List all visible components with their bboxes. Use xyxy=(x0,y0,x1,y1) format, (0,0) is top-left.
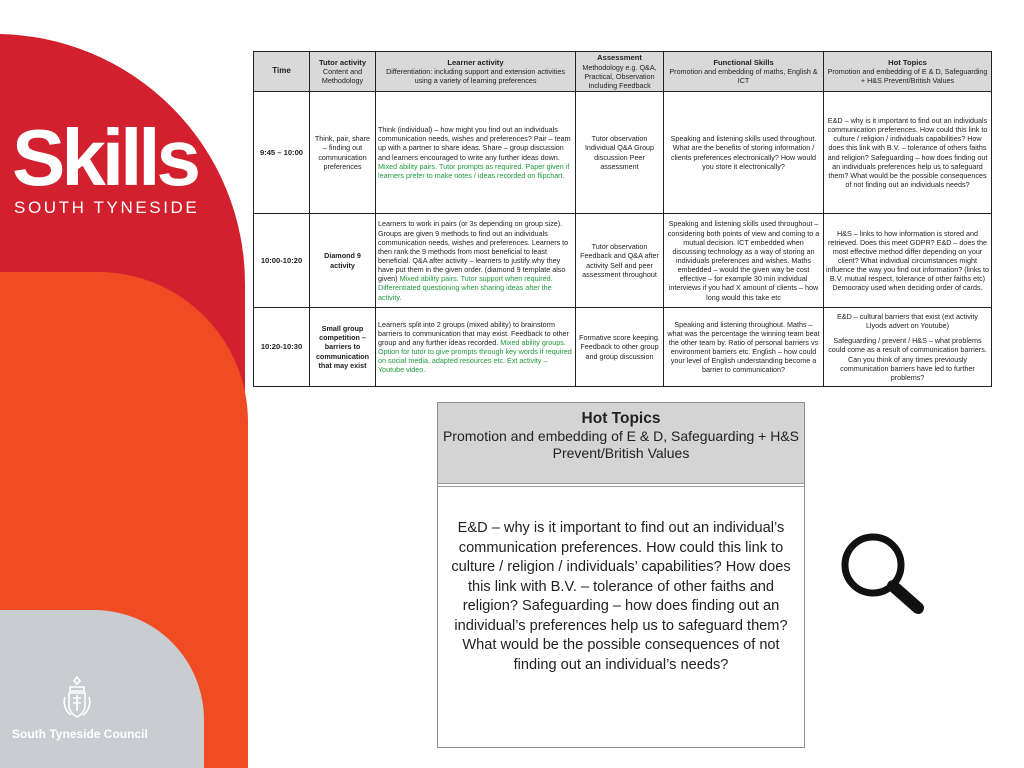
row-learner xyxy=(376,214,576,308)
magnifying-glass-icon xyxy=(838,532,928,616)
row-learner xyxy=(376,308,576,387)
zoom-body: E&D – why is it important to find out an individual’s communication preferences. How could this link to culture / religion / individuals’ capabilities? How does this link with B.V. – tolerance of other faiths and religion? Safeguarding – how does finding out an individual’s preferences help us to safeguard them? What would be the possible consequences of not finding out an individual’s needs? xyxy=(451,520,791,673)
hot-topic-safeguarding: Safeguarding / prevent / H&S – what problems could come as a result of communication barriers. Can you think of any times previously communication barriers have led to further problems? xyxy=(828,336,987,382)
header-learner-title: Learner activity xyxy=(447,57,504,67)
brand-panel xyxy=(0,0,248,768)
row-functional: Speaking and listening skills used throughout – considering both points of view and coming to a mutual decision. ICT embedded when discussing technology as a way of storing an individuals preferences and wishes. Maths embedded – would the given way be cost effective – for example 30 min individual interviews if you had X amount of clients – how long would this take etc xyxy=(664,214,824,308)
row-hot-topics xyxy=(824,308,992,387)
header-hot-topics xyxy=(824,52,992,92)
header-hot-title: Hot Topics xyxy=(888,57,927,67)
header-functional-sub: Promotion and embedding of maths, English & ICT xyxy=(669,67,818,86)
header-functional xyxy=(664,52,824,92)
header-tutor xyxy=(310,52,376,92)
header-time: Time xyxy=(254,52,310,92)
row-tutor: Diamond 9 activity xyxy=(310,214,376,308)
zoom-subtitle-2: Prevent/British Values xyxy=(552,445,690,461)
header-tutor-sub: Content and Methodology xyxy=(321,67,364,86)
table-row xyxy=(254,92,992,214)
row-functional: Speaking and listening skills used throughout. What are the benefits of storing information / clients preferences electronically? How would you store it electronically? xyxy=(664,92,824,214)
learner-text: Think (individual) – how might you find out an individuals communication needs, wishes and preferences? Pair – team up with a partner to share ideas. Share – group discussion and learners encouraged to write any further ideas down. xyxy=(378,125,571,162)
learner-differentiation: Mixed ability groups. Option for tutor to give prompts through key words if required on social media, adapted resources etc. Ext activity – Youtube video. xyxy=(378,337,572,375)
header-tutor-title: Tutor activity xyxy=(318,57,367,67)
hot-topic-ed: E&D – cultural barriers that exist (ext activity Llyods advert on Youtube) xyxy=(836,312,978,331)
row-time: 10:20-10:30 xyxy=(254,308,310,387)
row-assessment: Formative score keeping. Feedback to other group and group discussion xyxy=(576,308,664,387)
row-tutor: Small group competition – barriers to communication that may exist xyxy=(310,308,376,387)
header-functional-title: Functional Skills xyxy=(713,57,774,67)
learner-text: Learners split into 2 groups (mixed ability) to brainstorm barriers to communication that may exist. Feedback to other group and any further ideas recorded. xyxy=(378,319,569,347)
row-assessment: Tutor observation Individual Q&A Group discussion Peer assessment xyxy=(576,92,664,214)
table-header-row xyxy=(254,52,992,92)
row-time: 10:00-10:20 xyxy=(254,214,310,308)
row-tutor: Think, pair, share – finding out communication preferences xyxy=(310,92,376,214)
skills-logo: Skills xyxy=(12,113,198,202)
header-assessment-sub: Methodology e.g. Q&A, Practical, Observation Including Feedback xyxy=(582,62,657,90)
row-functional: Speaking and listening throughout. Maths – what was the percentage the winning team beat the other team by. Ratio of personal barriers vs environment barriers etc. English – how could your level of English understanding become a barrier to communication? xyxy=(664,308,824,387)
zoom-header xyxy=(438,403,804,484)
header-assessment-title: Assessment xyxy=(597,53,642,62)
row-time: 9:45 – 10:00 xyxy=(254,92,310,214)
learner-text: Learners to work in pairs (or 3s depending on group size). Groups are given 9 methods to find out an individuals communication needs, wishes and preferences. Learners to then rank the 9 methods from most beneficial to least beneficial. Q&A after activity – learners to justify why they have put them in the given order. (diamond 9 template also given) xyxy=(378,219,569,284)
header-learner-sub: Differentiation: including support and extension activities using a variety of learning preferences xyxy=(386,67,565,86)
skills-logo-subtitle: SOUTH TYNESIDE xyxy=(14,198,200,217)
lesson-plan-table xyxy=(253,51,992,387)
zoom-title: Hot Topics xyxy=(581,410,661,427)
header-hot-sub: Promotion and embedding of E & D, Safeguarding + H&S Prevent/British Values xyxy=(827,67,988,86)
row-hot-topics: E&D – why is it important to find out an individuals communication preferences. How could this link to culture / religion / individuals capabilities? How does this link with B.V. – tolerance of others faiths and religion? Safeguarding – how does finding out an individuals preferences help us to safeguard them? What would be the possible consequences of not finding out an individuals needs? xyxy=(824,92,992,214)
hot-topics-zoom xyxy=(437,402,805,748)
header-learner xyxy=(376,52,576,92)
row-learner xyxy=(376,92,576,214)
council-crest-icon xyxy=(62,675,92,721)
learner-differentiation: Mixed ability pairs. Tutor prompts as required. Paper given if learners prefer to make notes / ideas recorded on flipchart. xyxy=(378,161,570,180)
council-name: South Tyneside Council xyxy=(12,727,148,741)
table-row xyxy=(254,214,992,308)
table-row xyxy=(254,308,992,387)
zoom-subtitle-1: Promotion and embedding of E & D, Safeguarding + H&S xyxy=(442,428,800,444)
header-assessment xyxy=(576,52,664,92)
row-assessment: Tutor observation Feedback and Q&A after activity Self and peer assessment throughout xyxy=(576,214,664,308)
row-hot-topics: H&S – links to how information is stored and retrieved. Does this meet GDPR? E&D – does the most effective method differ depending on your client? What individual circumstances might influence the way you find out information? (links to B.V. mutual respect, tolerance of other faiths etc) Democracy used when deciding order of cards. xyxy=(824,214,992,308)
learner-differentiation: Mixed ability pairs. Tutor support when required. Differentiated questioning when sharing ideas after the activity. xyxy=(378,274,553,302)
